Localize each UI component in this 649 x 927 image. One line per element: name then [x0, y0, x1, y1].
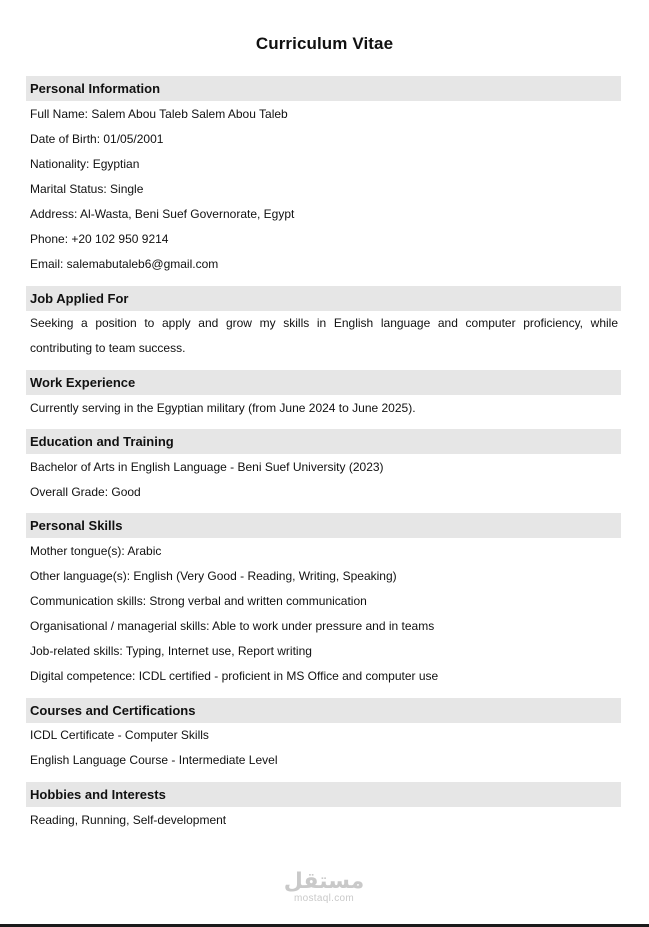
mostaql-watermark	[268, 870, 380, 904]
job-objective-text: Seeking a position to apply and grow my skills in English language and computer proficiency, while contributing to team success.	[30, 316, 618, 355]
full-name: Full Name: Salem Abou Taleb Salem Abou Taleb	[30, 107, 288, 121]
skill-job-related: Job-related skills: Typing, Internet use, Report writing	[30, 644, 312, 658]
mostaql-domain: mostaql.com	[294, 893, 354, 904]
skill-other-languages: Other language(s): English (Very Good - Reading, Writing, Speaking)	[30, 569, 397, 583]
section-heading-courses-and-certifications: Courses and Certifications	[26, 698, 621, 723]
address: Address: Al-Wasta, Beni Suef Governorate, Egypt	[30, 207, 295, 221]
section-heading-personal-information: Personal Information	[26, 76, 621, 101]
education-degree: Bachelor of Arts in English Language - Beni Suef University (2023)	[30, 460, 384, 474]
education-grade: Overall Grade: Good	[30, 485, 141, 499]
marital-status: Marital Status: Single	[30, 182, 144, 196]
phone: Phone: +20 102 950 9214	[30, 232, 169, 246]
skill-mother-tongue: Mother tongue(s): Arabic	[30, 544, 162, 558]
course-item: English Language Course - Intermediate Level	[30, 753, 278, 767]
mostaql-logo: مستقل	[283, 869, 365, 894]
course-item: ICDL Certificate - Computer Skills	[30, 728, 209, 742]
skill-organisational: Organisational / managerial skills: Able to work under pressure and in teams	[30, 619, 435, 633]
section-heading-work-experience: Work Experience	[26, 370, 621, 395]
email: Email: salemabutaleb6@gmail.com	[30, 257, 219, 271]
section-heading-personal-skills: Personal Skills	[26, 513, 621, 538]
page-title: Curriculum Vitae	[255, 34, 394, 53]
section-heading-education-and-training: Education and Training	[26, 429, 621, 454]
hobbies-text: Reading, Running, Self-development	[30, 813, 227, 827]
work-experience-text: Currently serving in the Egyptian military (from June 2024 to June 2025).	[30, 401, 416, 415]
skill-communication: Communication skills: Strong verbal and written communication	[30, 594, 367, 608]
nationality: Nationality: Egyptian	[30, 157, 140, 171]
date-of-birth: Date of Birth: 01/05/2001	[30, 132, 164, 146]
section-heading-job-applied-for: Job Applied For	[26, 286, 621, 311]
skill-digital-competence: Digital competence: ICDL certified - proficient in MS Office and computer use	[30, 669, 439, 683]
section-heading-hobbies-and-interests: Hobbies and Interests	[26, 782, 621, 807]
